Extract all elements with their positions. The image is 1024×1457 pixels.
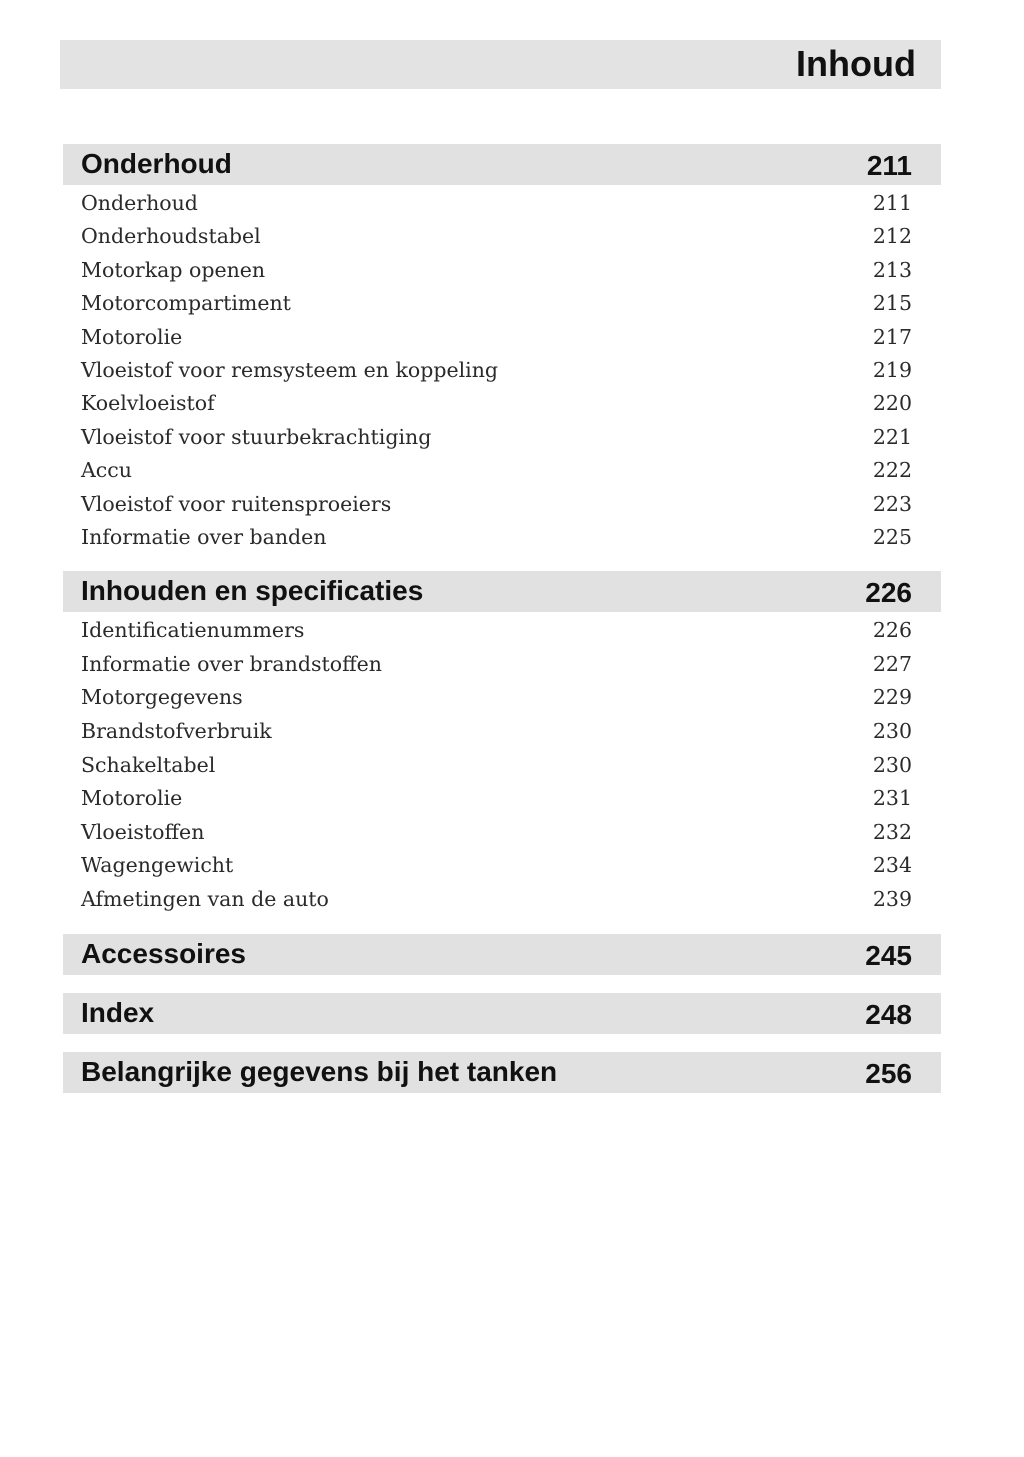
section-header[interactable] <box>63 993 941 1034</box>
section-title: Index <box>81 996 155 1028</box>
toc-section-onderhoud <box>63 144 941 553</box>
toc-section-accessoires <box>63 934 941 975</box>
section-header[interactable] <box>63 571 941 612</box>
toc-entry-page: 229 <box>872 685 912 710</box>
table-of-contents <box>63 144 941 1093</box>
toc-entry-label: Vloeistof voor remsysteem en koppeling <box>81 357 499 382</box>
toc-entry-page: 217 <box>872 324 912 349</box>
toc-entry[interactable] <box>63 613 941 647</box>
toc-entry[interactable] <box>63 420 941 453</box>
toc-entry-page: 211 <box>872 191 912 215</box>
toc-entry-page: 227 <box>872 651 912 676</box>
section-header[interactable] <box>63 144 941 185</box>
toc-entry-page: 230 <box>872 752 912 777</box>
page-title-bar <box>60 40 941 89</box>
toc-entry[interactable] <box>63 882 941 916</box>
toc-entry[interactable] <box>63 487 941 520</box>
toc-entry-label: Afmetingen van de auto <box>81 887 329 912</box>
toc-entry-page: 225 <box>872 524 912 549</box>
toc-entry[interactable] <box>63 320 941 353</box>
toc-section-belangrijke-gegevens <box>63 1052 941 1093</box>
toc-entry-page: 222 <box>872 458 912 483</box>
toc-section-index <box>63 993 941 1034</box>
toc-entry[interactable] <box>63 186 941 219</box>
toc-entry-page: 226 <box>872 618 912 643</box>
toc-entry-page: 231 <box>872 786 912 811</box>
toc-entry[interactable] <box>63 647 941 681</box>
toc-entry[interactable] <box>63 386 941 419</box>
section-header[interactable] <box>63 934 941 975</box>
toc-entry-page: 221 <box>872 424 912 449</box>
toc-entry-page: 239 <box>872 887 912 912</box>
toc-entry[interactable] <box>63 253 941 286</box>
toc-entry[interactable] <box>63 453 941 486</box>
toc-section-inhouden-en-specificaties <box>63 571 941 915</box>
toc-entry[interactable] <box>63 680 941 714</box>
toc-entry-page: 215 <box>872 291 912 316</box>
toc-entry-label: Motorkap openen <box>81 257 266 282</box>
toc-entry-page: 223 <box>872 491 912 516</box>
toc-entry-label: Brandstofverbruik <box>81 719 272 744</box>
section-page-number: 248 <box>865 998 912 1030</box>
toc-entry-page: 230 <box>872 719 912 744</box>
toc-entry-page: 219 <box>872 357 912 382</box>
section-title: Accessoires <box>81 937 247 969</box>
toc-entry-label: Informatie over brandstoffen <box>81 651 382 676</box>
toc-entry-page: 232 <box>872 819 912 844</box>
toc-entry-label: Motorolie <box>81 324 183 349</box>
toc-entry[interactable] <box>63 815 941 849</box>
toc-entry[interactable] <box>63 714 941 748</box>
toc-entry-label: Koelvloeistof <box>81 391 215 416</box>
toc-entry-page: 212 <box>872 224 912 249</box>
section-page-number: 211 <box>866 150 912 181</box>
section-title: Inhouden en specificaties <box>81 575 424 607</box>
section-page-number: 226 <box>865 577 912 609</box>
section-title: Onderhoud <box>81 148 232 179</box>
toc-entry-label: Motorcompartiment <box>81 291 291 316</box>
section-page-number: 245 <box>865 939 912 971</box>
toc-entry-page: 213 <box>872 257 912 282</box>
toc-entry[interactable] <box>63 748 941 782</box>
toc-entry[interactable] <box>63 781 941 815</box>
toc-entry-page: 220 <box>872 391 912 416</box>
toc-entry-label: Accu <box>81 458 132 483</box>
toc-entry[interactable] <box>63 353 941 386</box>
toc-entry-label: Wagengewicht <box>81 853 234 878</box>
section-header[interactable] <box>63 1052 941 1093</box>
toc-entry-label: Vloeistof voor stuurbekrachtiging <box>81 424 432 449</box>
toc-entry-page: 234 <box>872 853 912 878</box>
toc-entry[interactable] <box>63 848 941 882</box>
toc-entry-label: Onderhoud <box>81 191 198 215</box>
toc-entry-label: Motorgegevens <box>81 685 243 710</box>
toc-entry[interactable] <box>63 520 941 553</box>
toc-entry-label: Vloeistof voor ruitensproeiers <box>81 491 392 516</box>
section-page-number: 256 <box>865 1057 912 1089</box>
toc-entry-label: Informatie over banden <box>81 524 327 549</box>
toc-entry-label: Vloeistoffen <box>81 819 205 844</box>
toc-entry-label: Motorolie <box>81 786 183 811</box>
page-title: Inhoud <box>796 43 916 84</box>
toc-entry-label: Identificatienummers <box>81 618 305 643</box>
section-title: Belangrijke gegevens bij het tanken <box>81 1055 558 1087</box>
toc-entry[interactable] <box>63 219 941 252</box>
toc-entry[interactable] <box>63 286 941 319</box>
toc-entry-label: Schakeltabel <box>81 752 216 777</box>
toc-entry-label: Onderhoudstabel <box>81 224 261 249</box>
